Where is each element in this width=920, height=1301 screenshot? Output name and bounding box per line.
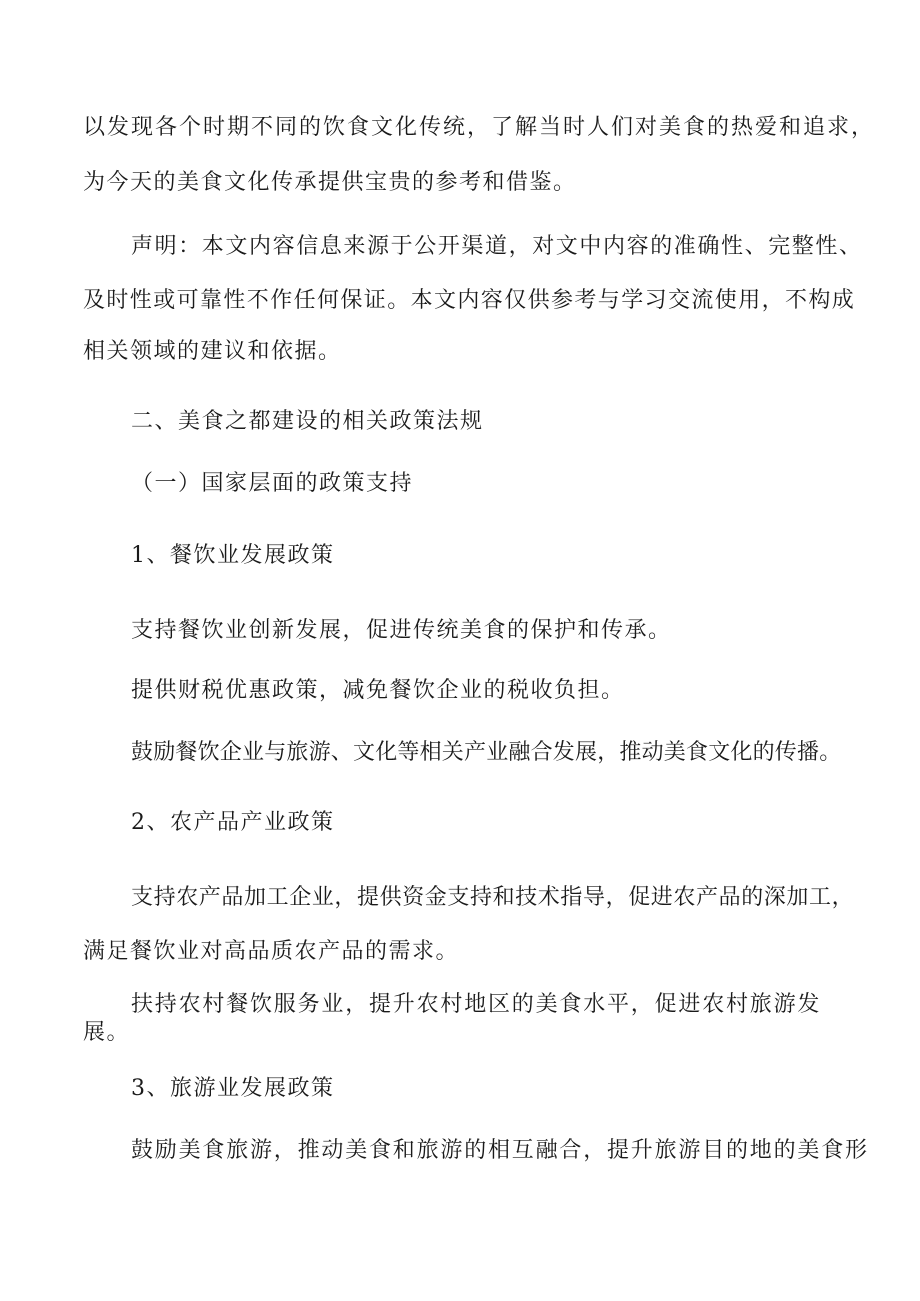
policy-heading-1: 1、餐饮业发展政策 bbox=[131, 543, 335, 568]
subsection-heading: （一）国家层面的政策支持 bbox=[131, 471, 414, 496]
policy-2-line-1: 支持农产品加工企业，提供资金支持和技术指导，促进农产品的深加工， bbox=[131, 885, 855, 910]
policy-1-line-3: 鼓励餐饮企业与旅游、文化等相关产业融合发展，推动美食文化的传播。 bbox=[131, 740, 842, 765]
policy-heading-3: 3、旅游业发展政策 bbox=[131, 1076, 335, 1101]
policy-2-line-3: 扶持农村餐饮服务业，提升农村地区的美食水平，促进农村旅游发 bbox=[131, 992, 822, 1017]
policy-3-line-1: 鼓励美食旅游，推动美食和旅游的相互融合，提升旅游目的地的美食形 bbox=[131, 1138, 869, 1163]
policy-2-line-2: 满足餐饮业对高品质农产品的需求。 bbox=[83, 939, 460, 964]
intro-line-1: 以发现各个时期不同的饮食文化传统，了解当时人们对美食的热爱和追求， bbox=[83, 115, 876, 140]
intro-line-2: 为今天的美食文化传承提供宝贵的参考和借鉴。 bbox=[83, 170, 577, 195]
disclaimer-line-3: 相关领域的建议和依据。 bbox=[83, 339, 342, 364]
policy-2-line-4: 展。 bbox=[83, 1020, 131, 1045]
policy-1-line-1: 支持餐饮业创新发展，促进传统美食的保护和传承。 bbox=[131, 618, 672, 643]
disclaimer-line-2: 及时性或可靠性不作任何保证。本文内容仅供参考与学习交流使用，不构成 bbox=[83, 288, 856, 313]
section-heading: 二、美食之都建设的相关政策法规 bbox=[131, 409, 484, 434]
policy-1-line-2: 提供财税优惠政策，减免餐饮企业的税收负担。 bbox=[131, 678, 625, 703]
policy-heading-2: 2、农产品产业政策 bbox=[131, 810, 335, 835]
disclaimer-line-1: 声明：本文内容信息来源于公开渠道，对文中内容的准确性、完整性、 bbox=[131, 234, 863, 259]
